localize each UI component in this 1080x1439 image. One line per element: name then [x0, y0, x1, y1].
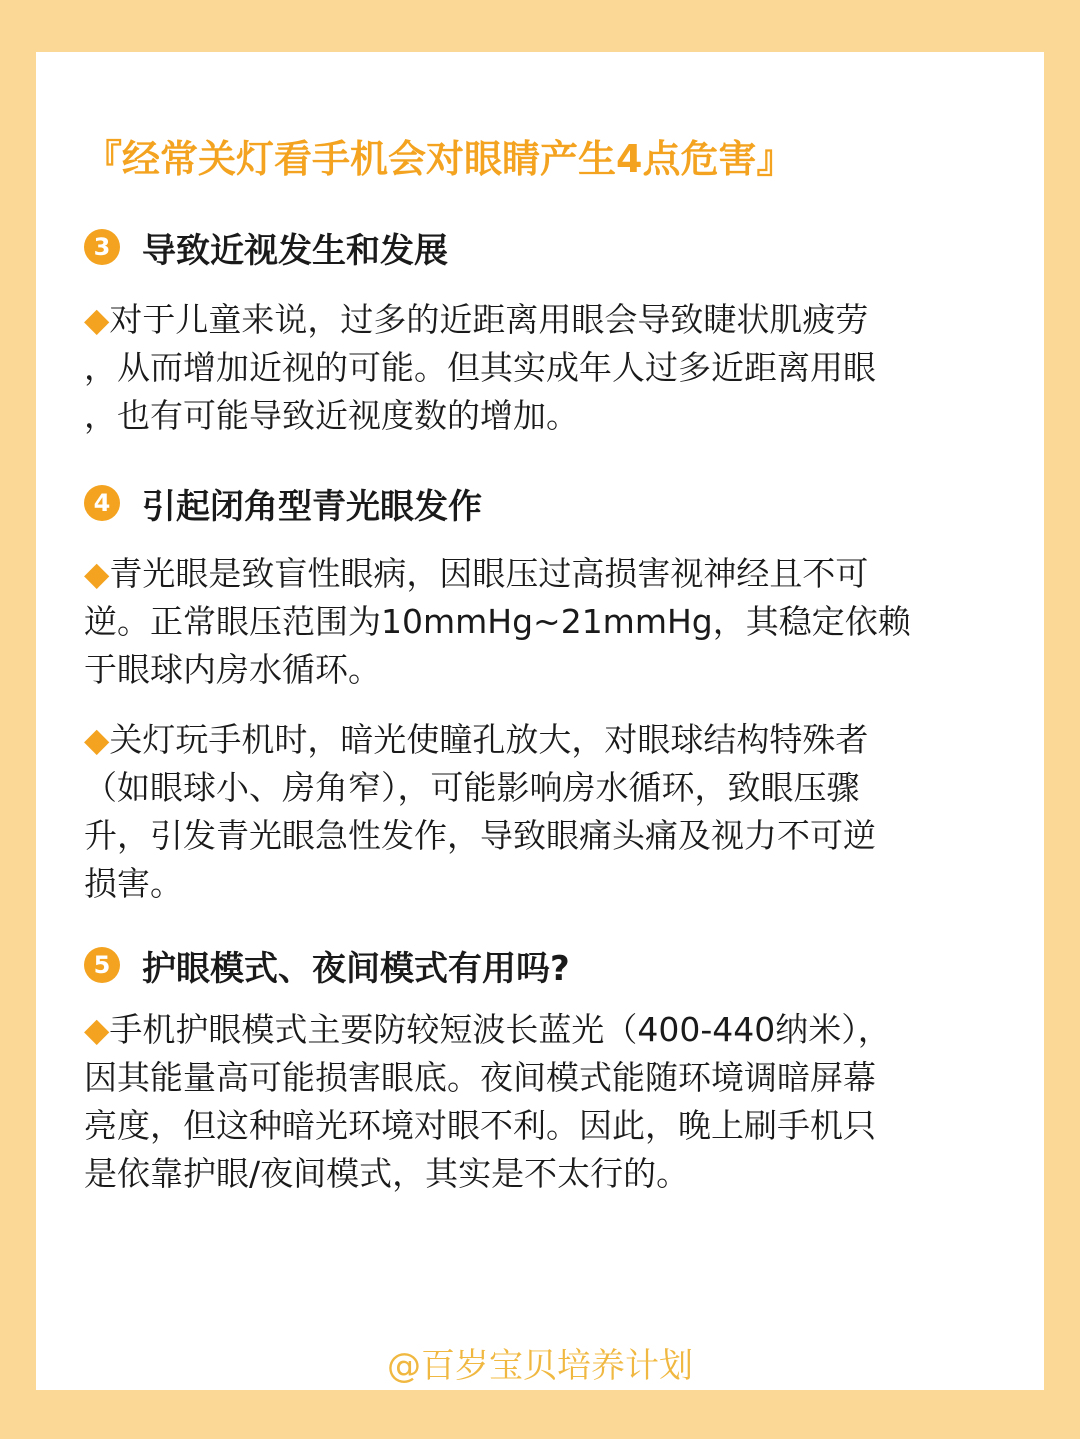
number-badge-5: 5 [84, 947, 120, 983]
diamond-bullet-icon: ◆ [84, 1010, 110, 1049]
paragraph-line [84, 296, 1004, 344]
section-heading-5 [84, 942, 570, 988]
page-title: 『经常关灯看手机会对眼睛产生4点危害』 [84, 137, 795, 181]
diamond-bullet-icon: ◆ [84, 554, 110, 593]
paragraph-line [84, 812, 1004, 860]
line-text: 逆。正常眼压范围为10mmHg~21mmHg，其稳定依赖 [84, 602, 911, 641]
paragraph-line [84, 344, 1004, 392]
paragraph-line [84, 1150, 1004, 1198]
paragraph-line [84, 550, 1004, 598]
diamond-bullet-icon: ◆ [84, 300, 110, 339]
section-heading-4 [84, 480, 482, 526]
line-text: 损害。 [84, 864, 183, 903]
line-text: ，也有可能导致近视度数的增加。 [84, 396, 579, 435]
diamond-bullet-icon: ◆ [84, 720, 110, 759]
paragraph-line [84, 1102, 1004, 1150]
content-card [36, 52, 1044, 1390]
line-text: 升，引发青光眼急性发作，导致眼痛头痛及视力不可逆 [84, 816, 876, 855]
line-text: 手机护眼模式主要防较短波长蓝光（400-440纳米）， [109, 1010, 891, 1049]
paragraph [84, 550, 1004, 694]
line-text: 于眼球内房水循环。 [84, 650, 381, 689]
line-text: ，从而增加近视的可能。但其实成年人过多近距离用眼 [84, 348, 876, 387]
section-title-3: 导致近视发生和发展 [142, 230, 448, 271]
line-text: 因其能量高可能损害眼底。夜间模式能随环境调暗屏幕 [84, 1058, 876, 1097]
paragraph-line [84, 716, 1004, 764]
line-text: （如眼球小、房角窄），可能影响房水循环，致眼压骤 [84, 768, 860, 807]
line-text: 亮度，但这种暗光环境对眼不利。因此，晚上刷手机只 [84, 1106, 876, 1145]
paragraph-line [84, 392, 1004, 440]
line-text: 关灯玩手机时，暗光使瞳孔放大，对眼球结构特殊者 [109, 720, 869, 759]
paragraph-line [84, 1054, 1004, 1102]
paragraph [84, 296, 1004, 440]
line-text: 对于儿童来说，过多的近距离用眼会导致睫状肌疲劳 [109, 300, 869, 339]
number-badge-4: 4 [84, 485, 120, 521]
author-watermark: @百岁宝贝培养计划 [387, 1346, 693, 1386]
paragraph-line [84, 646, 1004, 694]
paragraph-line [84, 1006, 1004, 1054]
paragraph-line [84, 598, 1004, 646]
paragraph-line [84, 860, 1004, 908]
paragraph [84, 716, 1004, 908]
section-title-4: 引起闭角型青光眼发作 [142, 486, 482, 527]
section-title-5: 护眼模式、夜间模式有用吗? [142, 948, 570, 989]
number-badge-3: 3 [84, 229, 120, 265]
line-text: 青光眼是致盲性眼病，因眼压过高损害视神经且不可 [109, 554, 869, 593]
section-heading-3 [84, 224, 448, 270]
paragraph-line [84, 764, 1004, 812]
paragraph [84, 1006, 1004, 1198]
line-text: 是依靠护眼/夜间模式，其实是不太行的。 [84, 1154, 690, 1193]
